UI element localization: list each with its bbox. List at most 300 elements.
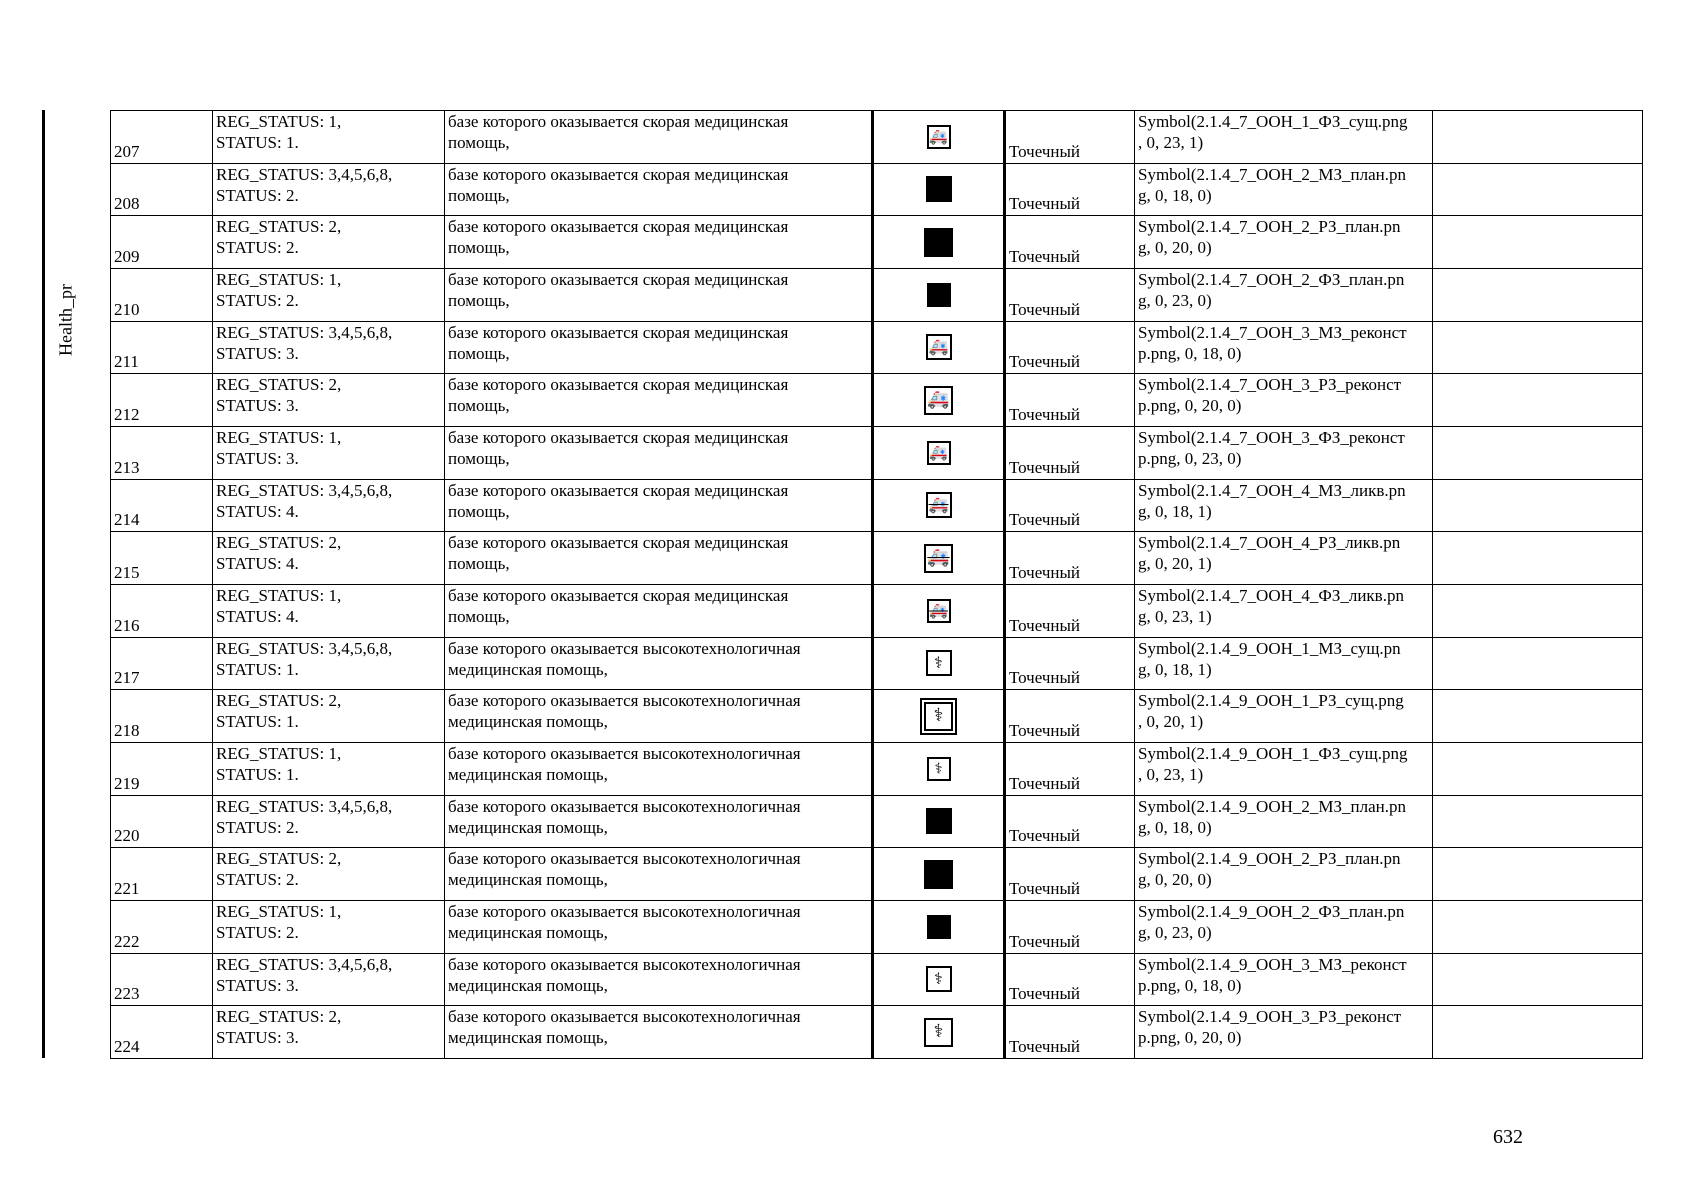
geometry-type-cell xyxy=(1005,584,1135,637)
symbol-glyph: ⚕ xyxy=(934,653,943,673)
row-number-cell xyxy=(111,742,213,795)
reg-status-text: REG_STATUS: 2, xyxy=(216,1007,342,1027)
description-line: базе которого оказывается скорая медицинская xyxy=(448,164,789,184)
status-cell xyxy=(213,479,445,532)
description-cell xyxy=(445,532,873,585)
geometry-type: Точечный xyxy=(1009,194,1081,214)
table-row xyxy=(111,321,1643,374)
row-number: 224 xyxy=(114,1037,140,1056)
symbol-expression-cell xyxy=(1135,742,1433,795)
reg-status-text: REG_STATUS: 2, xyxy=(216,375,342,395)
reg-status-text: REG_STATUS: 2, xyxy=(216,849,342,869)
description-line: помощь, xyxy=(448,185,510,205)
status-cell xyxy=(213,163,445,216)
symbol-expression-line: Symbol(2.1.4_9_ООН_3_МЗ_реконст xyxy=(1138,954,1407,974)
row-number: 217 xyxy=(114,668,140,688)
row-number: 208 xyxy=(114,194,140,214)
symbol-expression-line: g, 0, 18, 1) xyxy=(1138,659,1212,679)
row-number-cell xyxy=(111,111,213,164)
status-text: STATUS: 2. xyxy=(216,185,299,205)
symbol-preview-cell xyxy=(873,584,1005,637)
description-line: базе которого оказывается скорая медицинская xyxy=(448,427,789,447)
empty-cell xyxy=(1433,426,1643,479)
ambulance-reconstruction-icon xyxy=(926,334,952,360)
status-cell xyxy=(213,584,445,637)
table-row xyxy=(111,795,1643,848)
reg-status-text: REG_STATUS: 1, xyxy=(216,427,342,447)
hightech-existing-icon xyxy=(927,757,951,781)
symbol-expression-line: Symbol(2.1.4_9_ООН_1_РЗ_сущ.png xyxy=(1138,691,1404,711)
symbol-expression-line: g, 0, 20, 0) xyxy=(1138,238,1212,258)
row-number-cell xyxy=(111,584,213,637)
symbol-expression-cell xyxy=(1135,532,1433,585)
description-line: помощь, xyxy=(448,396,510,416)
geometry-type-cell xyxy=(1005,374,1135,427)
empty-cell xyxy=(1433,321,1643,374)
symbol-expression-cell xyxy=(1135,848,1433,901)
symbol-expression-cell xyxy=(1135,163,1433,216)
status-text: STATUS: 2. xyxy=(216,290,299,310)
status-cell xyxy=(213,637,445,690)
description-line: базе которого оказывается скорая медицинская xyxy=(448,217,789,237)
row-number: 212 xyxy=(114,404,140,424)
row-number-cell xyxy=(111,900,213,953)
row-number: 219 xyxy=(114,773,140,793)
row-number-cell xyxy=(111,374,213,427)
symbol-glyph: 🚑 xyxy=(927,389,950,411)
status-text: STATUS: 3. xyxy=(216,975,299,995)
row-number: 223 xyxy=(114,984,140,1004)
symbol-expression-line: Symbol(2.1.4_9_ООН_2_ФЗ_план.pn xyxy=(1138,901,1405,921)
geometry-type: Точечный xyxy=(1009,562,1081,582)
row-number: 215 xyxy=(114,562,140,582)
symbol-preview-cell xyxy=(873,848,1005,901)
description-line: базе которого оказывается высокотехнологичная xyxy=(448,743,801,763)
empty-cell xyxy=(1433,953,1643,1006)
symbol-preview-cell xyxy=(873,742,1005,795)
geometry-type: Точечный xyxy=(1009,615,1081,635)
symbol-expression-line: Symbol(2.1.4_7_ООН_1_ФЗ_сущ.png xyxy=(1138,112,1408,131)
symbol-expression-cell xyxy=(1135,321,1433,374)
symbol-glyph: ⚕ xyxy=(933,705,944,727)
symbol-expression-line: р.png, 0, 18, 0) xyxy=(1138,975,1242,995)
description-cell xyxy=(445,216,873,269)
status-cell xyxy=(213,795,445,848)
symbol-preview-cell xyxy=(873,163,1005,216)
symbol-expression-line: р.png, 0, 18, 0) xyxy=(1138,343,1242,363)
geometry-type: Точечный xyxy=(1009,826,1081,846)
empty-cell xyxy=(1433,900,1643,953)
status-cell xyxy=(213,426,445,479)
description-cell xyxy=(445,637,873,690)
description-cell xyxy=(445,953,873,1006)
geometry-type: Точечный xyxy=(1009,773,1081,793)
hightech-reconstruction-icon xyxy=(926,966,952,992)
status-text: STATUS: 3. xyxy=(216,448,299,468)
symbol-expression-line: Symbol(2.1.4_9_ООН_2_РЗ_план.pn xyxy=(1138,849,1401,869)
status-cell xyxy=(213,848,445,901)
symbol-expression-line: g, 0, 18, 1) xyxy=(1138,501,1212,521)
status-cell xyxy=(213,321,445,374)
symbol-expression-cell xyxy=(1135,479,1433,532)
geometry-type: Точечный xyxy=(1009,510,1081,530)
symbol-expression-cell xyxy=(1135,374,1433,427)
empty-cell xyxy=(1433,1006,1643,1059)
row-number-cell xyxy=(111,532,213,585)
reg-status-text: REG_STATUS: 1, xyxy=(216,269,342,289)
description-cell xyxy=(445,374,873,427)
row-number-cell xyxy=(111,848,213,901)
description-line: помощь, xyxy=(448,501,510,521)
symbol-preview-cell xyxy=(873,426,1005,479)
section-label: Health_pr xyxy=(55,284,76,356)
description-line: базе которого оказывается скорая медицинская xyxy=(448,269,789,289)
table-row xyxy=(111,532,1643,585)
description-cell xyxy=(445,268,873,321)
row-number-cell xyxy=(111,321,213,374)
ambulance-liquidation-icon xyxy=(927,599,951,623)
geometry-type-cell xyxy=(1005,321,1135,374)
geometry-type-cell xyxy=(1005,532,1135,585)
description-line: медицинская помощь, xyxy=(448,712,608,732)
description-cell xyxy=(445,1006,873,1059)
reg-status-text: REG_STATUS: 1, xyxy=(216,112,342,131)
planned-black-square-icon xyxy=(926,176,952,202)
status-text: STATUS: 4. xyxy=(216,606,299,626)
description-cell xyxy=(445,848,873,901)
geometry-type: Точечный xyxy=(1009,1037,1081,1056)
symbol-preview-cell xyxy=(873,637,1005,690)
description-line: базе которого оказывается скорая медицинская xyxy=(448,375,789,395)
ambulance-reconstruction-icon xyxy=(927,441,951,465)
reg-status-text: REG_STATUS: 3,4,5,6,8, xyxy=(216,164,393,184)
status-text: STATUS: 1. xyxy=(216,712,299,732)
geometry-type: Точечный xyxy=(1009,931,1081,951)
geometry-type-cell xyxy=(1005,163,1135,216)
geometry-type-cell xyxy=(1005,742,1135,795)
symbol-expression-line: g, 0, 20, 1) xyxy=(1138,554,1212,574)
geometry-type: Точечный xyxy=(1009,457,1081,477)
description-line: базе которого оказывается высокотехнологичная xyxy=(448,796,801,816)
planned-black-square-icon xyxy=(926,808,952,834)
table-row xyxy=(111,426,1643,479)
description-line: помощь, xyxy=(448,238,510,258)
geometry-type: Точечный xyxy=(1009,878,1081,898)
ambulance-reconstruction-icon xyxy=(924,386,953,415)
table-row xyxy=(111,953,1643,1006)
reg-status-text: REG_STATUS: 3,4,5,6,8, xyxy=(216,954,393,974)
reg-status-text: REG_STATUS: 1, xyxy=(216,901,342,921)
status-cell xyxy=(213,111,445,164)
empty-cell xyxy=(1433,479,1643,532)
description-cell xyxy=(445,111,873,164)
reg-status-text: REG_STATUS: 1, xyxy=(216,743,342,763)
empty-cell xyxy=(1433,374,1643,427)
symbol-preview-cell xyxy=(873,532,1005,585)
empty-cell xyxy=(1433,848,1643,901)
row-number: 207 xyxy=(114,141,140,161)
symbol-expression-line: , 0, 23, 1) xyxy=(1138,133,1204,152)
left-margin-rule xyxy=(42,110,45,1058)
description-line: базе которого оказывается скорая медицинская xyxy=(448,533,789,553)
geometry-type-cell xyxy=(1005,268,1135,321)
row-number: 221 xyxy=(114,878,140,898)
symbol-expression-cell xyxy=(1135,584,1433,637)
status-cell xyxy=(213,268,445,321)
description-cell xyxy=(445,479,873,532)
symbol-expression-line: g, 0, 23, 0) xyxy=(1138,922,1212,942)
description-line: медицинская помощь, xyxy=(448,975,608,995)
status-text: STATUS: 3. xyxy=(216,1028,299,1048)
description-line: базе которого оказывается скорая медицинская xyxy=(448,585,789,605)
status-text: STATUS: 1. xyxy=(216,764,299,784)
description-line: помощь, xyxy=(448,133,510,152)
hightech-existing-icon xyxy=(924,702,953,731)
row-number-cell xyxy=(111,795,213,848)
reg-status-text: REG_STATUS: 3,4,5,6,8, xyxy=(216,322,393,342)
empty-cell xyxy=(1433,532,1643,585)
reg-status-text: REG_STATUS: 2, xyxy=(216,217,342,237)
symbol-glyph: ⚕ xyxy=(934,759,943,778)
description-cell xyxy=(445,742,873,795)
description-line: базе которого оказывается скорая медицинская xyxy=(448,322,789,342)
symbol-expression-cell xyxy=(1135,268,1433,321)
description-line: помощь, xyxy=(448,554,510,574)
description-cell xyxy=(445,584,873,637)
symbol-expression-line: Symbol(2.1.4_9_ООН_2_МЗ_план.pn xyxy=(1138,796,1406,816)
row-number-cell xyxy=(111,268,213,321)
row-number: 218 xyxy=(114,720,140,740)
symbol-table xyxy=(110,110,1643,1059)
symbol-glyph: 🚑 xyxy=(929,443,948,462)
symbol-expression-line: g, 0, 18, 0) xyxy=(1138,817,1212,837)
description-line: базе которого оказывается высокотехнологичная xyxy=(448,1007,801,1027)
empty-cell xyxy=(1433,111,1643,164)
table-row xyxy=(111,374,1643,427)
table-row xyxy=(111,163,1643,216)
status-text: STATUS: 1. xyxy=(216,133,299,152)
geometry-type-cell xyxy=(1005,426,1135,479)
table-row xyxy=(111,690,1643,743)
symbol-expression-line: Symbol(2.1.4_7_ООН_3_МЗ_реконст xyxy=(1138,322,1407,342)
description-cell xyxy=(445,321,873,374)
reg-status-text: REG_STATUS: 3,4,5,6,8, xyxy=(216,480,393,500)
geometry-type-cell xyxy=(1005,900,1135,953)
empty-cell xyxy=(1433,795,1643,848)
symbol-preview-cell xyxy=(873,216,1005,269)
geometry-type-cell xyxy=(1005,690,1135,743)
geometry-type-cell xyxy=(1005,111,1135,164)
symbol-glyph: 🚑 xyxy=(928,495,949,515)
symbol-expression-line: g, 0, 23, 1) xyxy=(1138,606,1212,626)
symbol-expression-line: g, 0, 18, 0) xyxy=(1138,185,1212,205)
description-line: медицинская помощь, xyxy=(448,764,608,784)
symbol-expression-line: g, 0, 23, 0) xyxy=(1138,290,1212,310)
table-row xyxy=(111,216,1643,269)
symbol-expression-line: , 0, 20, 1) xyxy=(1138,712,1204,732)
geometry-type: Точечный xyxy=(1009,668,1081,688)
row-number: 213 xyxy=(114,457,140,477)
table-row xyxy=(111,1006,1643,1059)
row-number: 216 xyxy=(114,615,140,635)
geometry-type: Точечный xyxy=(1009,404,1081,424)
description-line: помощь, xyxy=(448,343,510,363)
description-line: базе которого оказывается высокотехнологичная xyxy=(448,849,801,869)
reg-status-text: REG_STATUS: 3,4,5,6,8, xyxy=(216,638,393,658)
status-cell xyxy=(213,374,445,427)
ambulance-liquidation-icon xyxy=(924,544,953,573)
ambulance-liquidation-icon xyxy=(926,492,952,518)
page-number: 632 xyxy=(1493,1126,1523,1148)
symbol-expression-cell xyxy=(1135,216,1433,269)
status-text: STATUS: 2. xyxy=(216,817,299,837)
row-number: 209 xyxy=(114,246,140,266)
symbol-expression-line: Symbol(2.1.4_7_ООН_2_МЗ_план.pn xyxy=(1138,164,1406,184)
symbol-glyph: ⚕ xyxy=(934,969,943,989)
symbol-expression-line: Symbol(2.1.4_9_ООН_1_МЗ_сущ.pn xyxy=(1138,638,1401,658)
description-cell xyxy=(445,795,873,848)
description-line: медицинская помощь, xyxy=(448,1028,608,1048)
geometry-type: Точечный xyxy=(1009,720,1081,740)
symbol-preview-cell xyxy=(873,374,1005,427)
planned-black-square-icon xyxy=(924,228,953,257)
geometry-type: Точечный xyxy=(1009,299,1081,319)
symbol-glyph: ⚕ xyxy=(933,1021,944,1043)
symbol-expression-cell xyxy=(1135,111,1433,164)
row-number: 214 xyxy=(114,510,140,530)
status-cell xyxy=(213,690,445,743)
table-row xyxy=(111,742,1643,795)
row-number-cell xyxy=(111,216,213,269)
table-body xyxy=(111,111,1643,1059)
symbol-expression-line: g, 0, 20, 0) xyxy=(1138,870,1212,890)
description-line: медицинская помощь, xyxy=(448,870,608,890)
symbol-expression-line: Symbol(2.1.4_7_ООН_4_МЗ_ликв.pn xyxy=(1138,480,1406,500)
symbol-expression-line: р.png, 0, 20, 0) xyxy=(1138,1028,1242,1048)
empty-cell xyxy=(1433,637,1643,690)
symbol-expression-line: Symbol(2.1.4_9_ООН_1_ФЗ_сущ.png xyxy=(1138,743,1408,763)
table-row xyxy=(111,268,1643,321)
symbol-expression-line: Symbol(2.1.4_7_ООН_2_ФЗ_план.pn xyxy=(1138,269,1405,289)
status-text: STATUS: 4. xyxy=(216,501,299,521)
symbol-expression-cell xyxy=(1135,900,1433,953)
symbol-preview-cell xyxy=(873,953,1005,1006)
symbol-expression-line: Symbol(2.1.4_7_ООН_3_ФЗ_реконст xyxy=(1138,427,1405,447)
symbol-expression-line: , 0, 23, 1) xyxy=(1138,764,1204,784)
description-cell xyxy=(445,163,873,216)
table-row xyxy=(111,637,1643,690)
geometry-type-cell xyxy=(1005,216,1135,269)
status-text: STATUS: 3. xyxy=(216,343,299,363)
row-number-cell xyxy=(111,1006,213,1059)
row-number: 211 xyxy=(114,352,139,372)
reg-status-text: REG_STATUS: 2, xyxy=(216,691,342,711)
reg-status-text: REG_STATUS: 3,4,5,6,8, xyxy=(216,796,393,816)
symbol-expression-line: Symbol(2.1.4_7_ООН_4_РЗ_ликв.pn xyxy=(1138,533,1401,553)
planned-black-square-icon xyxy=(924,860,953,889)
symbol-preview-cell xyxy=(873,900,1005,953)
status-cell xyxy=(213,216,445,269)
row-number-cell xyxy=(111,479,213,532)
symbol-preview-cell xyxy=(873,795,1005,848)
table-row xyxy=(111,479,1643,532)
geometry-type: Точечный xyxy=(1009,352,1081,372)
description-line: медицинская помощь, xyxy=(448,659,608,679)
table-row xyxy=(111,900,1643,953)
description-line: базе которого оказывается высокотехнологичная xyxy=(448,954,801,974)
table-row xyxy=(111,848,1643,901)
row-number: 210 xyxy=(114,299,140,319)
status-cell xyxy=(213,742,445,795)
symbol-expression-cell xyxy=(1135,426,1433,479)
description-line: базе которого оказывается скорая медицинская xyxy=(448,480,789,500)
geometry-type-cell xyxy=(1005,953,1135,1006)
hightech-reconstruction-icon xyxy=(924,1018,953,1047)
geometry-type: Точечный xyxy=(1009,246,1081,266)
symbol-expression-line: Symbol(2.1.4_9_ООН_3_РЗ_реконст xyxy=(1138,1007,1402,1027)
reg-status-text: REG_STATUS: 1, xyxy=(216,585,342,605)
symbol-preview-cell xyxy=(873,690,1005,743)
symbol-expression-line: Symbol(2.1.4_7_ООН_2_РЗ_план.pn xyxy=(1138,217,1401,237)
status-cell xyxy=(213,532,445,585)
status-text: STATUS: 2. xyxy=(216,922,299,942)
geometry-type: Точечный xyxy=(1009,984,1081,1004)
empty-cell xyxy=(1433,268,1643,321)
status-text: STATUS: 1. xyxy=(216,659,299,679)
symbol-preview-cell xyxy=(873,321,1005,374)
geometry-type-cell xyxy=(1005,479,1135,532)
empty-cell xyxy=(1433,584,1643,637)
symbol-glyph: 🚑 xyxy=(927,547,950,569)
planned-black-square-icon xyxy=(927,283,951,307)
row-number-cell xyxy=(111,163,213,216)
description-cell xyxy=(445,690,873,743)
symbol-preview-cell xyxy=(873,1006,1005,1059)
empty-cell xyxy=(1433,163,1643,216)
geometry-type-cell xyxy=(1005,848,1135,901)
row-number: 222 xyxy=(114,931,140,951)
description-cell xyxy=(445,900,873,953)
status-cell xyxy=(213,900,445,953)
symbol-expression-line: р.png, 0, 20, 0) xyxy=(1138,396,1242,416)
status-text: STATUS: 2. xyxy=(216,238,299,258)
empty-cell xyxy=(1433,216,1643,269)
symbol-expression-cell xyxy=(1135,690,1433,743)
status-text: STATUS: 2. xyxy=(216,870,299,890)
symbol-glyph: 🚑 xyxy=(928,337,949,357)
geometry-type-cell xyxy=(1005,1006,1135,1059)
symbol-glyph: 🚑 xyxy=(929,601,948,620)
planned-black-square-icon xyxy=(927,915,951,939)
status-cell xyxy=(213,1006,445,1059)
row-number-cell xyxy=(111,637,213,690)
description-line: медицинская помощь, xyxy=(448,922,608,942)
symbol-expression-line: Symbol(2.1.4_7_ООН_4_ФЗ_ликв.pn xyxy=(1138,585,1404,605)
reg-status-text: REG_STATUS: 2, xyxy=(216,533,342,553)
symbol-preview-cell xyxy=(873,111,1005,164)
geometry-type: Точечный xyxy=(1009,141,1081,161)
empty-cell xyxy=(1433,690,1643,743)
description-line: базе которого оказывается высокотехнологичная xyxy=(448,901,801,921)
status-text: STATUS: 3. xyxy=(216,396,299,416)
description-line: базе которого оказывается высокотехнологичная xyxy=(448,691,801,711)
description-line: медицинская помощь, xyxy=(448,817,608,837)
symbol-expression-cell xyxy=(1135,953,1433,1006)
description-cell xyxy=(445,426,873,479)
row-number-cell xyxy=(111,953,213,1006)
status-text: STATUS: 4. xyxy=(216,554,299,574)
status-cell xyxy=(213,953,445,1006)
